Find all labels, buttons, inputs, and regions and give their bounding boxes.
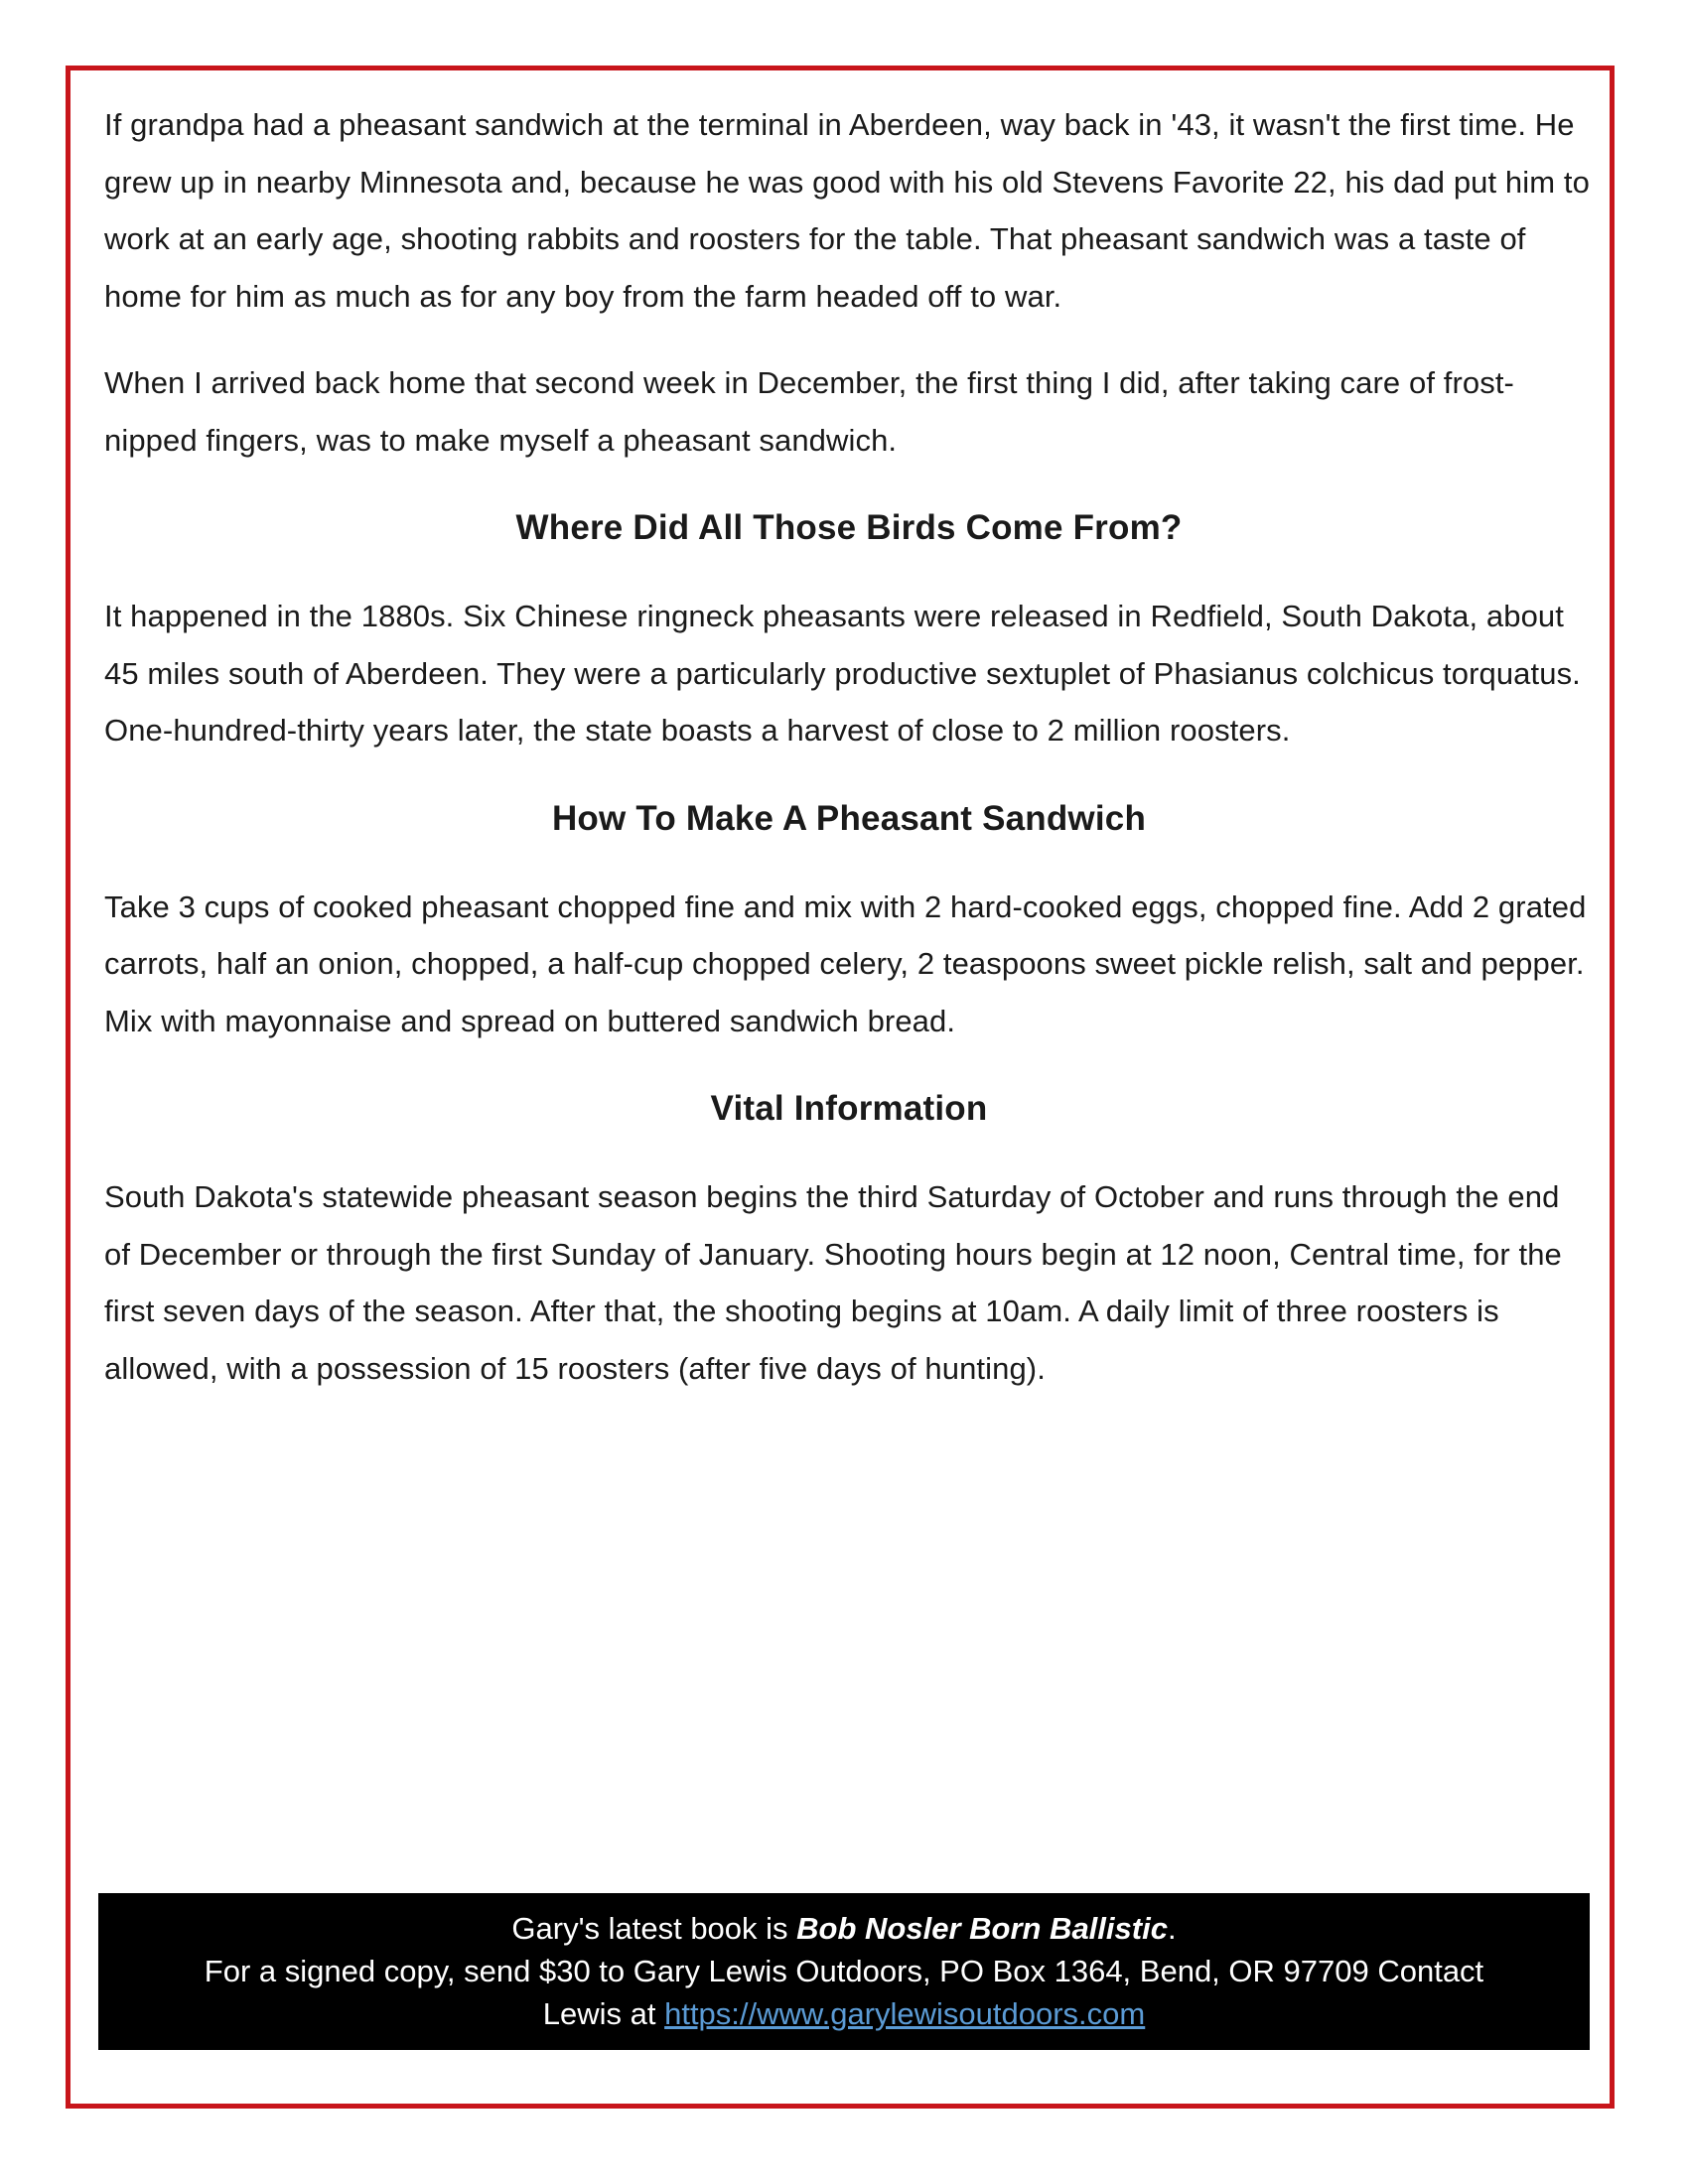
section-heading-birds-origin: Where Did All Those Birds Come From? <box>515 508 1183 547</box>
footer-line-3-prefix: Lewis at <box>542 1996 665 2031</box>
section-heading-vital-info: Vital Information <box>710 1089 988 1128</box>
article-body <box>104 96 1594 1427</box>
section-body-sandwich-recipe: Take 3 cups of cooked pheasant chopped fine and mix with 2 hard-cooked eggs, chopped fine. Add 2 grated carrots, half an onion, chopped, a half-cup chopped celery, 2 teaspoons sweet pickle relish, salt and pepper. Mix with mayonnaise and spread on buttered sandwich bread. <box>104 888 1587 1038</box>
section-body-birds-origin: It happened in the 1880s. Six Chinese ringneck pheasants were released in Redfield, South Dakota, about 45 miles south of Aberdeen. They were a particularly productive sextuplet of Phasianus colchicus torquatus. One-hundred-thirty years later, the state boasts a harvest of close to 2 million roosters. <box>104 599 1581 748</box>
website-link[interactable]: https://www.garylewisoutdoors.com <box>664 1996 1146 2031</box>
footer-line-1-prefix: Gary's latest book is <box>511 1911 797 1946</box>
footer-line-3 <box>98 1992 1590 2035</box>
footer-line-1-suffix: . <box>1167 1911 1177 1946</box>
intro-paragraph-1: If grandpa had a pheasant sandwich at the terminal in Aberdeen, way back in '43, it wasn't the first time. He grew up in nearby Minnesota and, because he was good with his old Stevens Favorite 22, his dad put him to work at an early age, shooting rabbits and roosters for the table. That pheasant sandwich was a taste of home for him as much as for any boy from the farm headed off to war. <box>104 107 1590 314</box>
book-promo-footer <box>98 1893 1590 2050</box>
footer-line-2: For a signed copy, send $30 to Gary Lewis Outdoors, PO Box 1364, Bend, OR 97709 Contact <box>204 1954 1484 1988</box>
footer-line-1 <box>98 1907 1590 1950</box>
intro-paragraph-2: When I arrived back home that second week in December, the first thing I did, after taking care of frost-nipped fingers, was to make myself a pheasant sandwich. <box>104 365 1514 458</box>
book-title: Bob Nosler Born Ballistic <box>796 1911 1168 1946</box>
section-body-vital-info: South Dakota's statewide pheasant season begins the third Saturday of October and runs through the end of December or through the first Sunday of January. Shooting hours begin at 12 noon, Central time, for the first seven days of the season. After that, the shooting begins at 10am. A daily limit of three roosters is allowed, with a possession of 15 roosters (after five days of hunting). <box>104 1179 1562 1386</box>
section-heading-sandwich-recipe: How To Make A Pheasant Sandwich <box>551 798 1147 838</box>
page-frame <box>66 66 1615 2109</box>
